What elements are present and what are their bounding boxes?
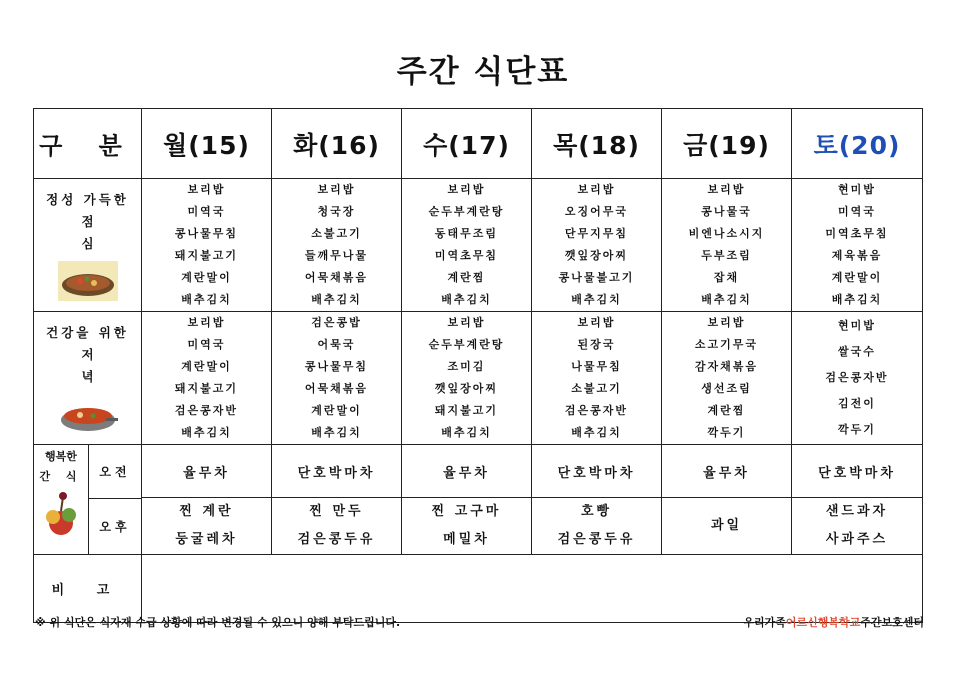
remarks-label: 비 고: [34, 555, 142, 623]
lunch-wed-item: 순두부계란탕: [428, 205, 505, 218]
dinner-label-line2: 저 녁: [81, 347, 134, 384]
lunch-tue-item: 소불고기: [311, 227, 362, 240]
dinner-thu: [532, 312, 662, 445]
snack-pm-label: 오후: [99, 520, 131, 534]
lunch-category: [34, 179, 142, 312]
lunch-sat-item: 배추김치: [831, 293, 883, 306]
snack-pm-item: 둥굴레차: [175, 532, 238, 547]
day-header-wed: 수(17): [402, 109, 532, 179]
snack-pm-mon: [142, 498, 272, 555]
lunch-thu-item: 배추김치: [571, 293, 622, 306]
lunch-fri-item: 보리밥: [707, 183, 746, 196]
lunch-tue-list: [272, 179, 401, 311]
gubun-header: 구 분: [34, 109, 142, 179]
lunch-sat-item: 현미밥: [838, 183, 876, 196]
snack-am-wed: 율무차: [402, 445, 532, 498]
lunch-thu-list: [532, 179, 661, 311]
lunch-row: [34, 179, 923, 312]
dinner-mon-item: 미역국: [187, 338, 226, 351]
snack-am-fri: 율무차: [662, 445, 792, 498]
dinner-sat-item: 쌀국수: [838, 345, 876, 358]
lunch-mon-item: 콩나물무침: [174, 227, 239, 240]
snack-label-line2: 간 식: [39, 470, 83, 483]
snack-pm-thu: [532, 498, 662, 555]
dinner-category: [34, 312, 142, 445]
lunch-fri-item: 배추김치: [701, 293, 752, 306]
snack-pm-item: 호빵: [580, 504, 613, 519]
lunch-wed: [402, 179, 532, 312]
lunch-thu-item: 오징어무국: [564, 205, 629, 218]
snack-pm-item: 검은콩두유: [297, 532, 376, 547]
lunch-mon-item: 배추김치: [181, 293, 232, 306]
dinner-fri-list: [662, 312, 791, 444]
day-header-sat: 토(20): [792, 109, 923, 179]
dinner-mon: [142, 312, 272, 445]
dinner-mon-list: [142, 312, 271, 444]
lunch-sat-item: 미역국: [838, 205, 876, 218]
dinner-sat: [792, 312, 923, 445]
dinner-fri-item: 계란찜: [707, 404, 746, 417]
footer-org: [743, 614, 924, 630]
snack-am-thu: 단호박마차: [532, 445, 662, 498]
dinner-tue-item: 검은콩밥: [311, 316, 362, 329]
lunch-thu-item: 깻잎장아찌: [564, 249, 629, 262]
dinner-wed-item: 돼지불고기: [434, 404, 499, 417]
dinner-thu-list: [532, 312, 661, 444]
lunch-thu-item: 단무지무침: [564, 227, 629, 240]
dinner-mon-item: 보리밥: [187, 316, 226, 329]
dinner-mon-item: 돼지불고기: [174, 382, 239, 395]
lunch-sat-item: 미역초무침: [825, 227, 889, 240]
lunch-mon: [142, 179, 272, 312]
lunch-fri-item: 비엔나소시지: [688, 227, 765, 240]
dinner-thu-item: 보리밥: [577, 316, 616, 329]
snack-pm-item: 검은콩두유: [557, 532, 636, 547]
lunch-label-line1: 정성 가득한: [46, 192, 129, 207]
dinner-sat-list: [792, 315, 922, 441]
dinner-thu-item: 검은콩자반: [564, 404, 629, 417]
dinner-sat-item: 현미밥: [838, 319, 876, 332]
dinner-fri-item: 보리밥: [707, 316, 746, 329]
dinner-tue-item: 계란말이: [311, 404, 362, 417]
footer-org-suffix: 주간보호센터: [860, 616, 924, 629]
dinner-thu-item: 소불고기: [571, 382, 622, 395]
snack-label-box: [34, 445, 89, 554]
dinner-sat-item: 검은콩자반: [825, 371, 889, 384]
dinner-wed-item: 보리밥: [447, 316, 486, 329]
header-row: [34, 109, 923, 179]
dinner-thu-item: 배추김치: [571, 426, 622, 439]
lunch-fri-list: [662, 179, 791, 311]
snack-pm-item: 과일: [710, 518, 743, 533]
snack-pm-row: [34, 498, 923, 555]
footer-org-prefix: 우리가족: [743, 616, 786, 629]
lunch-wed-item: 계란찜: [447, 271, 486, 284]
snack-pm-item: 찐 고구마: [431, 504, 502, 519]
dinner-wed-item: 배추김치: [441, 426, 492, 439]
remarks-value: [142, 555, 923, 623]
snack-pm-sat: [792, 498, 923, 555]
remarks-row: [34, 555, 923, 623]
dinner-fri-item: 깍두기: [707, 426, 746, 439]
dinner-fri-item: 감자채볶음: [694, 360, 759, 373]
dinner-mon-item: 배추김치: [181, 426, 232, 439]
lunch-sat-item: 제육볶음: [831, 249, 883, 262]
footer-notice: ※ 위 식단은 식자재 수급 상황에 따라 변경될 수 있으니 양해 부탁드립니다.: [35, 616, 401, 629]
dinner-wed-item: 깻잎장아찌: [434, 382, 499, 395]
lunch-mon-item: 미역국: [187, 205, 226, 218]
fruit-icon: [41, 487, 81, 539]
lunch-wed-item: 동태무조림: [434, 227, 499, 240]
dinner-wed: [402, 312, 532, 445]
lunch-tue-item: 배추김치: [311, 293, 362, 306]
dinner-tue: [272, 312, 402, 445]
lunch-sat: [792, 179, 923, 312]
day-header-fri: 금(19): [662, 109, 792, 179]
snack-time-labels: [89, 445, 141, 554]
dinner-row: [34, 312, 923, 445]
day-header-tue: 화(16): [272, 109, 402, 179]
snack-am-tue: 단호박마차: [272, 445, 402, 498]
lunch-wed-item: 배추김치: [441, 293, 492, 306]
lunch-wed-item: 보리밥: [447, 183, 486, 196]
page-title: 주간 식단표: [396, 54, 570, 90]
dinner-wed-item: 조미김: [447, 360, 486, 373]
dinner-tue-list: [272, 312, 401, 444]
dinner-thu-item: 된장국: [577, 338, 616, 351]
lunch-thu-item: 콩나물불고기: [558, 271, 635, 284]
lunch-tue-item: 어묵채볶음: [304, 271, 369, 284]
lunch-tue-item: 청국장: [317, 205, 356, 218]
snack-pm-item: 메밀차: [443, 532, 490, 547]
day-header-mon: 월(15): [142, 109, 272, 179]
lunch-sat-list: [792, 179, 922, 311]
snack-pm-wed: [402, 498, 532, 555]
lunch-wed-list: [402, 179, 531, 311]
snack-am-sat: 단호박마차: [792, 445, 923, 498]
snack-am-row: [34, 445, 923, 498]
lunch-mon-item: 보리밥: [187, 183, 226, 196]
lunch-mon-list: [142, 179, 271, 311]
footer-org-accent: 어르신행복학교: [785, 616, 861, 629]
lunch-fri-item: 잡채: [713, 271, 740, 284]
snack-pm-fri: [662, 498, 792, 555]
dinner-sat-item: 깍두기: [838, 423, 876, 436]
dinner-wed-list: [402, 312, 531, 444]
dinner-mon-item: 계란말이: [181, 360, 232, 373]
snack-pm-item: 샌드과자: [825, 504, 889, 519]
lunch-tue-item: 보리밥: [317, 183, 356, 196]
dinner-tue-item: 배추김치: [311, 426, 362, 439]
snack-pm-tue: [272, 498, 402, 555]
snack-pm-item: 찐 계란: [179, 504, 234, 519]
lunch-mon-item: 계란말이: [181, 271, 232, 284]
stew-pot-icon: [58, 394, 118, 434]
dinner-tue-item: 콩나물무침: [304, 360, 369, 373]
dinner-label-line1: 건강을 위한: [46, 325, 129, 340]
snack-category-inner: [34, 445, 141, 554]
lunch-fri-item: 두부조림: [701, 249, 752, 262]
snack-pm-item: 사과주스: [825, 532, 889, 547]
dinner-mon-item: 검은콩자반: [174, 404, 239, 417]
menu-table: [33, 108, 923, 623]
bulgogi-dish-icon: [58, 261, 118, 301]
lunch-fri: [662, 179, 792, 312]
snack-am-mon: 율무차: [142, 445, 272, 498]
dinner-tue-item: 어묵국: [317, 338, 356, 351]
dinner-thu-item: 나물무침: [571, 360, 622, 373]
lunch-fri-item: 콩나물국: [701, 205, 752, 218]
dinner-sat-item: 김전이: [838, 397, 876, 410]
lunch-tue: [272, 179, 402, 312]
snack-am-label: 오전: [89, 445, 141, 499]
dinner-fri-item: 생선조림: [701, 382, 752, 395]
lunch-wed-item: 미역초무침: [434, 249, 499, 262]
snack-pm-item: 찐 만두: [309, 504, 364, 519]
lunch-sat-item: 계란말이: [831, 271, 883, 284]
lunch-mon-item: 돼지불고기: [174, 249, 239, 262]
dinner-wed-item: 순두부계란탕: [428, 338, 505, 351]
day-header-thu: 목(18): [532, 109, 662, 179]
lunch-label-line2: 점 심: [81, 214, 134, 251]
lunch-thu-item: 보리밥: [577, 183, 616, 196]
dinner-fri: [662, 312, 792, 445]
lunch-thu: [532, 179, 662, 312]
dinner-tue-item: 어묵채볶음: [304, 382, 369, 395]
snack-category: [34, 445, 142, 555]
snack-label-line1: 행복한: [45, 450, 77, 463]
dinner-fri-item: 소고기무국: [694, 338, 759, 351]
lunch-tue-item: 들깨무나물: [304, 249, 369, 262]
